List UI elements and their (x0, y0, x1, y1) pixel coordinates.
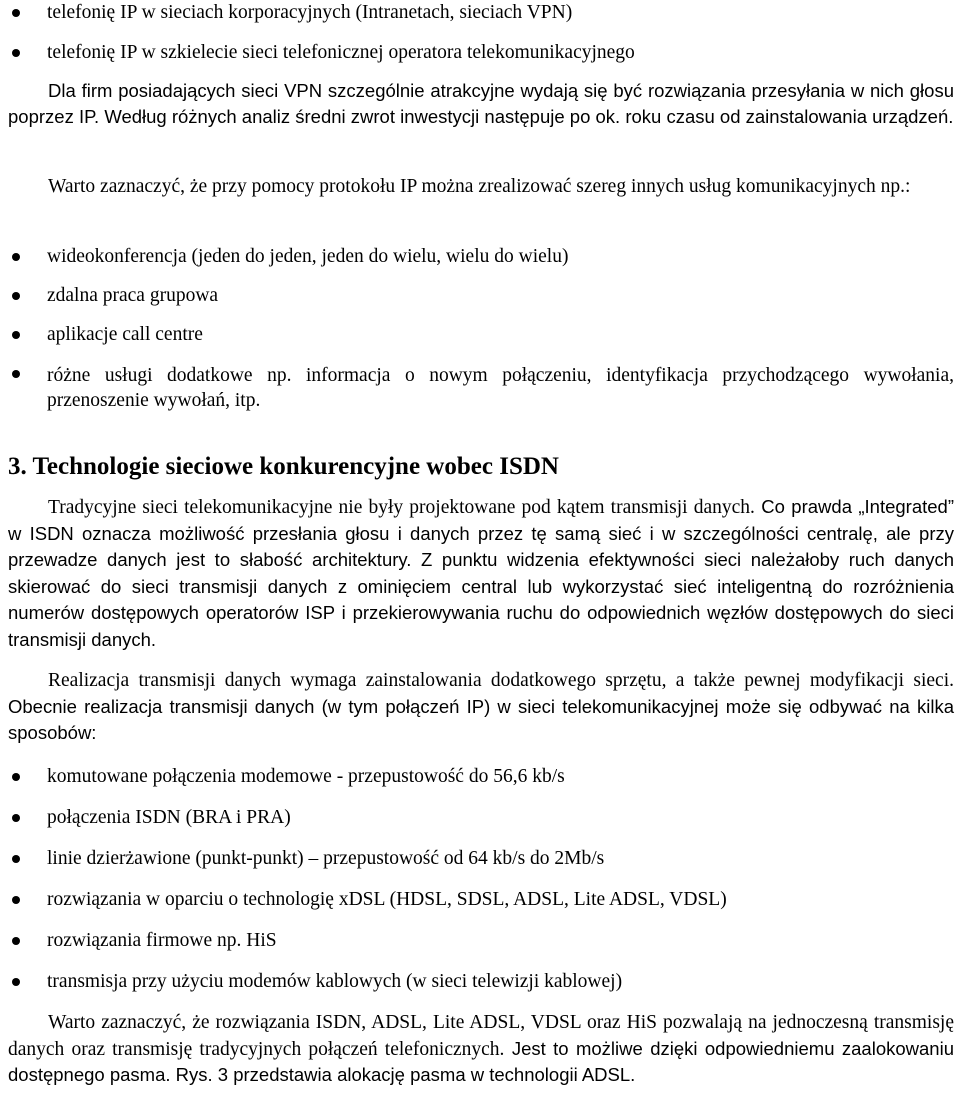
list-item (8, 246, 954, 268)
isdn-paragraph-part: Tradycyjne sieci telekomunikacyjne nie były projektowane pod kątem transmisji danych. (48, 497, 755, 518)
vpn-paragraph: Dla firm posiadających sieci VPN szczególnie atrakcyjne wydają się być rozwiązania przesyłania w nich głosu poprzez IP. Według różnych analiz średni zwrot inwestycji następuje po ok. roku czasu od zainstalowania urządzeń. (8, 80, 954, 127)
bullet-icon (12, 370, 20, 378)
bullet-icon (12, 292, 20, 300)
realization-paragraph-part: Realizacja transmisji danych wymaga zainstalowania dodatkowego sprzętu, a także pewnej modyfikacji sieci. (48, 670, 954, 691)
bullet-icon (12, 937, 20, 945)
bullet-icon (12, 9, 20, 17)
list-item-text: połączenia ISDN (BRA i PRA) (47, 807, 291, 828)
list-item (8, 848, 954, 870)
list-item (8, 42, 958, 64)
bullet-icon (12, 855, 20, 863)
list-item-text: transmisja przy użyciu modemów kablowych (w sieci telewizji kablowej) (47, 971, 623, 992)
list-item (8, 324, 954, 346)
list-item (8, 889, 954, 911)
realization-paragraph-part: Obecnie realizacja transmisji danych (w tym połączeń IP) w sieci telekomunikacyjnej może się odbywać na kilka sposobów: (8, 695, 954, 744)
list-item-text: wideokonferencja (jeden do jeden, jeden do wielu, wielu do wielu) (47, 246, 569, 267)
services-intro-paragraph: Warto zaznaczyć, że przy pomocy protokołu IP można zrealizować szereg innych usług komunikacyjnych np.: (48, 176, 911, 197)
isdn-paragraph-part: Z punktu widzenia efektywności sieci należałoby ruch danych skierować do sieci transmisji danych z ominięciem central lub wykorzystać sieć inteligentną do rozróżnienia numerów dostępowych operatorów ISP i przekierowywania ruchu do odpowiednich węzłów dostępowych do sieci transmisji danych. (8, 549, 954, 650)
list-item (8, 2, 958, 24)
isdn-paragraph (8, 494, 954, 654)
list-item-text: telefonię IP w szkielecie sieci telefonicznej operatora telekomunikacyjnego (47, 42, 635, 63)
bullet-icon (12, 978, 20, 986)
list-item-text: zdalna praca grupowa (47, 285, 219, 306)
list-item (8, 285, 954, 307)
bullet-icon (12, 331, 20, 339)
bullet-icon (12, 253, 20, 261)
bullet-icon (12, 49, 20, 57)
list-item-text: rozwiązania firmowe np. HiS (47, 930, 277, 951)
list-item (8, 930, 954, 952)
realization-paragraph (8, 667, 954, 747)
isdn-paragraph-part: Co prawda „Integrated” w ISDN oznacza możliwość przesłania głosu i danych przez tę samą sieć i w szczególności centralę, ale przy przewadze danych jest to słabość architektury. (8, 496, 955, 571)
list-item-text: różne usługi dodatkowe np. informacja o nowym połączeniu, identyfikacja przychodzącego wywołania, przenoszenie wywołań, itp. (47, 365, 954, 411)
list-item (8, 807, 954, 829)
services-bullet-list (8, 246, 954, 413)
top-bullet-list (8, 2, 958, 64)
closing-paragraph (8, 1010, 954, 1089)
list-item-text: aplikacje call centre (47, 324, 203, 345)
list-item (8, 363, 954, 413)
bullet-icon (12, 896, 20, 904)
bullet-icon (12, 773, 20, 781)
bullet-icon (12, 814, 20, 822)
closing-paragraph-part: Warto zaznaczyć, że rozwiązania ISDN, ADSL, Lite ADSL, VDSL oraz HiS pozwalają na jednoczesną transmisję danych oraz transmisję tradycyjnych połączeń telefonicznych. (8, 1012, 954, 1060)
list-item-text: komutowane połączenia modemowe - przepustowość do 56,6 kb/s (47, 766, 565, 787)
list-item-text: rozwiązania w oparciu o technologię xDSL (HDSL, SDSL, ADSL, Lite ADSL, VDSL) (47, 889, 727, 910)
list-item-text: telefonię IP w sieciach korporacyjnych (Intranetach, sieciach VPN) (47, 2, 573, 23)
list-item (8, 766, 954, 788)
list-item (8, 971, 954, 993)
methods-bullet-list (8, 766, 954, 993)
closing-paragraph-part: Jest to możliwe dzięki odpowiedniemu zaalokowaniu dostępnego pasma. Rys. 3 przedstawia alokację pasma w technologii ADSL. (8, 1037, 954, 1086)
section-heading: 3. Technologie sieciowe konkurencyjne wobec ISDN (8, 453, 559, 480)
list-item-text: linie dzierżawione (punkt-punkt) – przepustowość od 64 kb/s do 2Mb/s (47, 848, 605, 869)
